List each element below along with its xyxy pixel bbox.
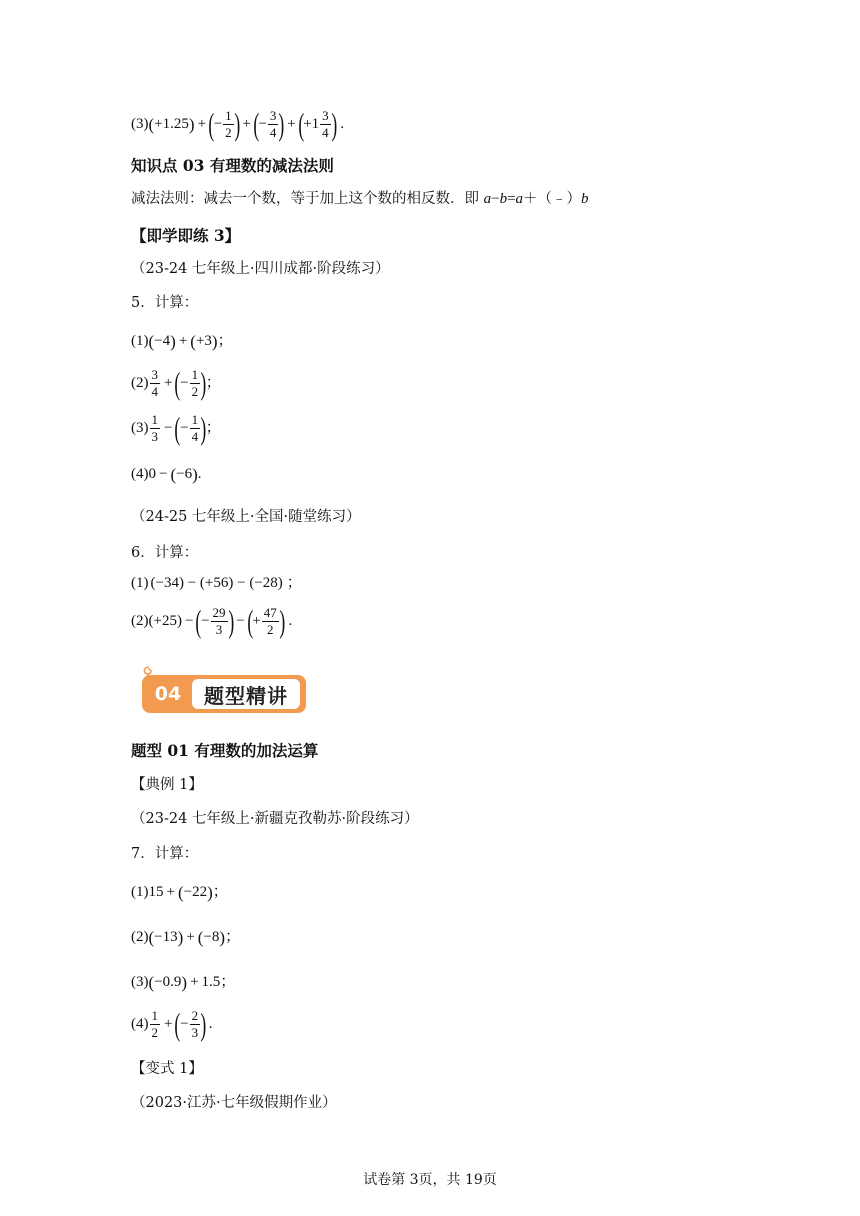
question-source: （23-24 七年级上·四川成都·阶段练习）: [131, 261, 390, 277]
part-label: (3): [131, 115, 149, 132]
question-5-part-1: (1) ( −4 ) + ( +3 ) ；: [131, 332, 233, 351]
question-source: （2023·江苏·七年级假期作业）: [131, 1095, 337, 1111]
question-6-label: 6．计算：: [131, 545, 199, 561]
question-7-label: 7．计算：: [131, 846, 199, 862]
banner-title: 题型精讲: [204, 683, 288, 708]
question-5-part-2: (2) $\frac{3}{4}$ + ( − $\frac{1}{2}$ ) ；: [131, 365, 221, 401]
fraction: $\frac{3}{4}$: [269, 107, 277, 140]
banner-number: 04: [154, 683, 182, 705]
question-source: （23-24 七年级上·新疆克孜勒苏·阶段练习）: [131, 811, 419, 827]
question-7-part-2: (2) ( −13 ) + ( −8 ) ；: [131, 928, 241, 947]
example-heading: 【典例 1】: [131, 777, 203, 793]
question-6-part-2: (2) (+25) − ( − $\frac{29}{3}$ ) − ( + $\frac{47}{2}$ ) .: [131, 603, 293, 639]
problem-4-part-3: (3) ( +1.25 ) + ( − $\frac{1}{2}$ ) + ( − $\frac{3}{4}$ ) + ( +1 $\frac{3}{4}$ ) .: [131, 106, 345, 142]
subtraction-rule: 减法法则：减去一个数，等于加上这个数的相反数．即 a−b=a＋（﹣）b: [131, 191, 589, 207]
right-paren: ): [188, 114, 195, 134]
question-5-part-4: (4) 0 − ( −6 ) .: [131, 465, 202, 484]
banner-box: [142, 675, 306, 713]
question-5-label: 5．计算：: [131, 295, 199, 311]
fraction: $\frac{1}{2}$: [225, 107, 232, 140]
section-banner: [140, 665, 310, 719]
variant-heading: 【变式 1】: [131, 1061, 203, 1077]
fraction: $\frac{3}{4}$: [322, 107, 329, 140]
question-source: （24-25 七年级上·全国·随堂练习）: [131, 509, 361, 525]
page-footer: 试卷第 3页，共 19页: [363, 1172, 497, 1188]
practice-heading: 【即学即练 3】: [131, 226, 241, 245]
question-6-part-1: (1) (−34) − (+56) − (−28) ；: [131, 575, 302, 591]
question-5-part-3: (3) $\frac{1}{3}$ − ( − $\frac{1}{4}$ ) ；: [131, 410, 221, 446]
left-paren: (: [148, 114, 155, 134]
knowledge-point-title: 知识点 03 有理数的减法法则: [131, 156, 334, 175]
question-7-part-3: (3) ( −0.9 ) + 1.5 ；: [131, 973, 236, 992]
section-title: 题型 01 有理数的加法运算: [131, 741, 319, 760]
question-7-part-4: (4) $\frac{1}{2}$ + ( − $\frac{2}{3}$ ) .: [131, 1006, 213, 1042]
question-7-part-1: (1) 15 + ( −22 ) ；: [131, 883, 228, 902]
